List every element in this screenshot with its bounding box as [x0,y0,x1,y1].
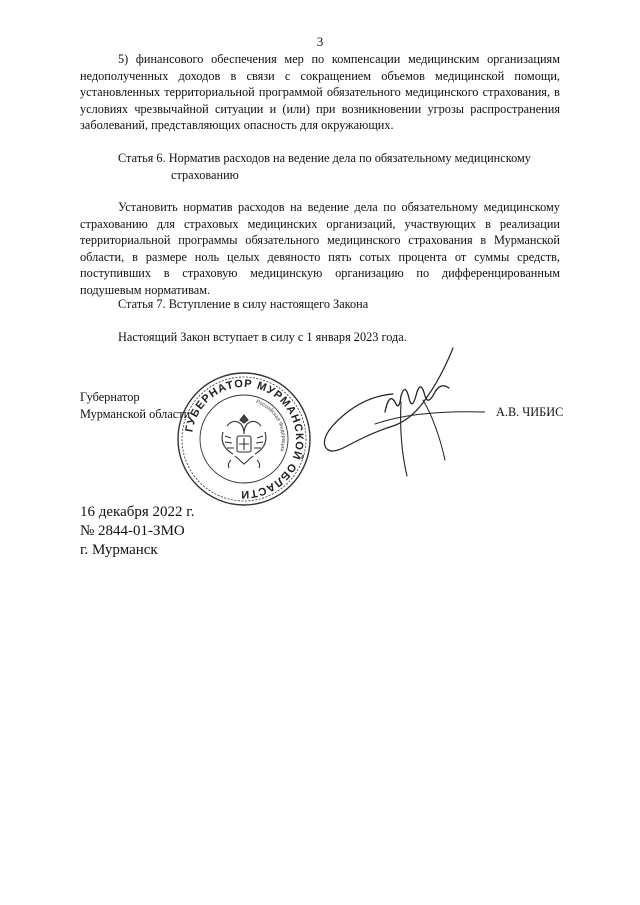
article-7-heading: Статья 7. Вступление в силу настоящего Закона [118,297,369,311]
article-7-text: Настоящий Закон вступает в силу с 1 января 2023 года. [118,330,407,344]
signatory-name: А.В. ЧИБИС [496,405,564,419]
seal-outer-text: ГУБЕРНАТОР МУРМАНСКОЙ ОБЛАСТИ [183,377,306,501]
article-6-heading-line2: страхованию [171,167,239,182]
coat-of-arms-icon [222,415,266,468]
item-5-paragraph: 5) финансового обеспечения мер по компенсации медицинским организациям недополученных доходов в связи с сокращением объемов медицинской помощи, установленных территориальной программой обязательного медицинского страхования, в условиях чрезвычайной ситуации и (или) при возникновении угрозы распространения заболеваний, представляющих опасность для окружающих. [80,52,560,133]
article-6-text: Установить норматив расходов на ведение дела по обязательному медицинскому страхованию для страховых медицинских организаций, участвующих в реализации территориальной программы обязательного медицинского страхования в Мурманской области, в размере ноль целых девяносто пять сотых процента от суммы средств, поступивших в страховую медицинскую организацию по дифференцированным подушевым нормативам. [80,200,560,297]
document-footer [80,503,195,560]
signatory-title-line2: Мурманской области [80,406,191,421]
signatory-title-line1: Губернатор [80,390,140,404]
document-date: 16 декабря 2022 г. [80,504,195,520]
page-number: 3 [316,34,324,49]
document-number: № 2844-01-ЗМО [80,523,185,539]
article-6-heading [118,150,568,183]
seal-inner-text: Российская Федерация [255,399,287,452]
article-6-heading-line1: Статья 6. Норматив расходов на ведение дела по обязательному медицинскому [118,151,531,165]
official-seal [175,370,313,508]
document-city: г. Мурманск [80,542,158,558]
signatory-title [80,389,190,422]
handwritten-signature [315,340,485,490]
